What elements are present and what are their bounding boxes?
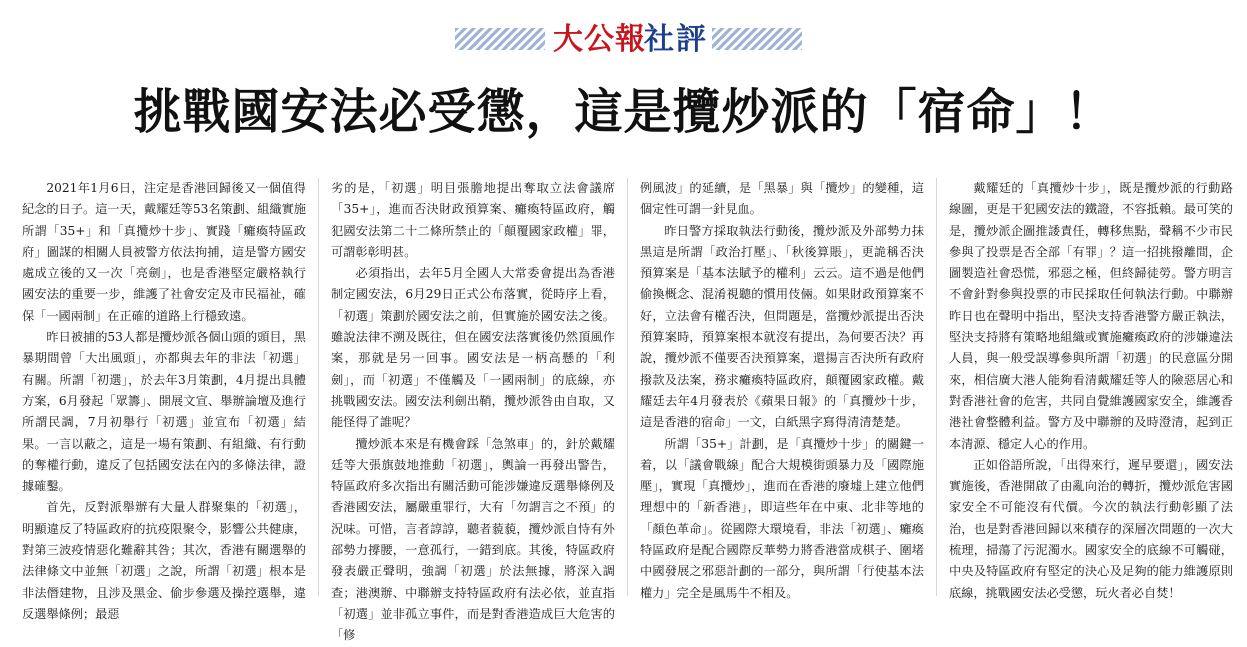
- section-title: 社評: [644, 22, 708, 57]
- paragraph: 昨日警方採取執法行動後，攬炒派及外部勢力抹黑這是所謂「政治打壓」、「秋後算賬」，更詭稱否決預算案是「基本法賦予的權利」云云。這不過是他們偷換概念、混淆視聽的慣用伎倆。如果財政預算案不好，立法會有權否決，但問題是，當攬炒派提出否決預算案時，預算案根本就沒有提出，為何要否決？再說，攬炒派不僅要否決預算案，還揚言否決所有政府撥款及法案，務求癱瘓特區政府，顛覆國家政權。戴耀廷去年4月發表於《蘋果日報》的「真攬炒十步，這是香港的宿命」一文，白紙黑字寫得清清楚楚。: [640, 223, 924, 430]
- decorative-stripe-right: [712, 28, 802, 50]
- article-column-4: [949, 178, 1233, 598]
- paragraph: 正如俗語所說，「出得來行，遲早要還」，國安法實施後，香港開啟了由亂向治的轉折，攬炒派危害國家安全不可能沒有代價。今次的執法行動彰顯了法治，也是對香港回歸以來積存的深層次問題的一次大梳理，掃蕩了污泥濁水。國家安全的底線不可觸碰，中央及特區政府有堅定的決心及足夠的能力維護原則底線，挑戰國安法必受懲，玩火者必自焚！: [949, 457, 1233, 600]
- paragraph: 首先，反對派舉辦有大量人群聚集的「初選」，明顯違反了特區政府的抗疫限聚令，影響公共健康，對第三波疫情惡化難辭其咎；其次，香港有關選舉的法律條文中並無「初選」之說，所謂「初選」根本是非法僭建物，且涉及黑金、偷步參選及操控選舉，違反選舉條例；最惡: [22, 500, 306, 621]
- paragraph: 昨日被捕的53人都是攬炒派各個山頭的頭目，黑暴期間曾「大出風頭」，亦都與去年的非法「初選」有關。所謂「初選」，於去年3月策劃，4月提出具體方案，6月發起「眾籌」、開展文宣、舉辦論壇及進行所謂民調，7月初舉行「初選」並宣布「初選」結果。一言以蔽之，這是一場有策劃、有組織、有行動的奪權行動，違反了包括國安法在內的多條法律，證據確鑿。: [22, 330, 306, 494]
- article-column-3: [640, 178, 924, 598]
- paragraph: 例風波」的延續，是「黑暴」與「攬炒」的變種，這個定性可謂一針見血。: [640, 181, 924, 217]
- article-column-2: [331, 178, 615, 643]
- paragraph: 必須指出，去年5月全國人大常委會提出為香港制定國安法，6月29日正式公布落實，從時序上看，「初選」策劃於國安法之前，但實施於國安法之後。雖說法律不溯及既往，但在國安法落實後仍然頂風作案，那就是另一回事。國安法是一柄高懸的「利劍」，而「初選」不僅觸及「一國兩制」的底線，亦挑戰國安法。國安法利劍出鞘，攬炒派咎由自取，又能怪得了誰呢？: [331, 266, 615, 430]
- headline: 挑戰國安法必受懲，這是攬炒派的「宿命」！: [133, 84, 1114, 140]
- paragraph: 所謂「35+」計劃，是「真攬炒十步」的關鍵一着，以「議會戰線」配合大規模街頭暴力及「國際施壓」，實現「真攬炒」，進而在香港的廢墟上建立他們理想中的「新香港」，即這些年在中東、北非等地的「顏色革命」。從國際大環境看，非法「初選」、癱瘓特區政府是配合國際反華勢力將香港當成棋子、圍堵中國發展之邪惡計劃的一部分，與所謂「行使基本法權力」完全是風馬牛不相及。: [640, 436, 924, 600]
- paragraph: 戴耀廷的「真攬炒十步」，既是攬炒派的行動路線圖，更是干犯國安法的鐵證，不容抵賴。最可笑的是，攬炒派企圖推諉責任，轉移焦點，聲稱不少市民參與了投票是否全部「有罪」？這一招挑撥離間，企圖製造社會恐慌，邪惡之極，但終歸徒勞。警方明言不會針對參與投票的市民採取任何執法行動。中聯辦昨日也在聲明中指出，堅決支持香港警方嚴正執法，堅決支持將有策略地組織或實施癱瘓政府的涉嫌違法人員，與一般受誤導參與所謂「初選」的民意區分開來，相信廣大港人能夠看清戴耀廷等人的險惡居心和對香港社會的危害，共同自覺維護國家安全，維護香港社會整體利益。警方及中聯辦的及時澄清，起到正本清源、穩定人心的作用。: [949, 181, 1233, 451]
- masthead: [0, 18, 1247, 68]
- article-body: [22, 178, 1234, 643]
- article-column-1: [22, 178, 306, 621]
- paragraph: 攬炒派本來是有機會踩「急煞車」的，針於戴耀廷等大張旗鼓地推動「初選」，輿論一再發出警告，特區政府多次指出有關活動可能涉嫌違反選舉條例及香港國安法，屬嚴重罪行，大有「勿謂言之不預」的況味。可惜，言者諄諄，聽者藐藐，攬炒派自恃有外部勢力撐腰，一意孤行，一錯到底。其後，特區政府發表嚴正聲明，強調「初選」於法無據，將深入調查；港澳辦、中聯辦支持特區政府有法必依，並直指「初選」並非孤立事件，而是對香港造成巨大危害的「修: [331, 436, 615, 643]
- paragraph: 2021年1月6日，注定是香港回歸後又一個值得紀念的日子。這一天，戴耀廷等53名策劃、組織實施所謂「35+」和「真攬炒十步」、實踐「癱瘓特區政府」圖謀的相關人員被警方依法拘捕，這是警方國安處成立後的又一次「亮劍」，也是香港堅定嚴格執行國安法的重要一步，維護了社會安定及市民福祉，確保「一國兩制」在正確的道路上行穩致遠。: [22, 181, 306, 323]
- decorative-stripe-left: [455, 28, 545, 50]
- paragraph: 劣的是，「初選」明目張膽地提出奪取立法會議席「35+」，進而否決財政預算案、癱瘓特區政府，觸犯國安法第二十二條所禁止的「顛覆國家政權」罪，可謂彰彰明甚。: [331, 181, 615, 259]
- paper-logo: 大公報: [553, 22, 646, 57]
